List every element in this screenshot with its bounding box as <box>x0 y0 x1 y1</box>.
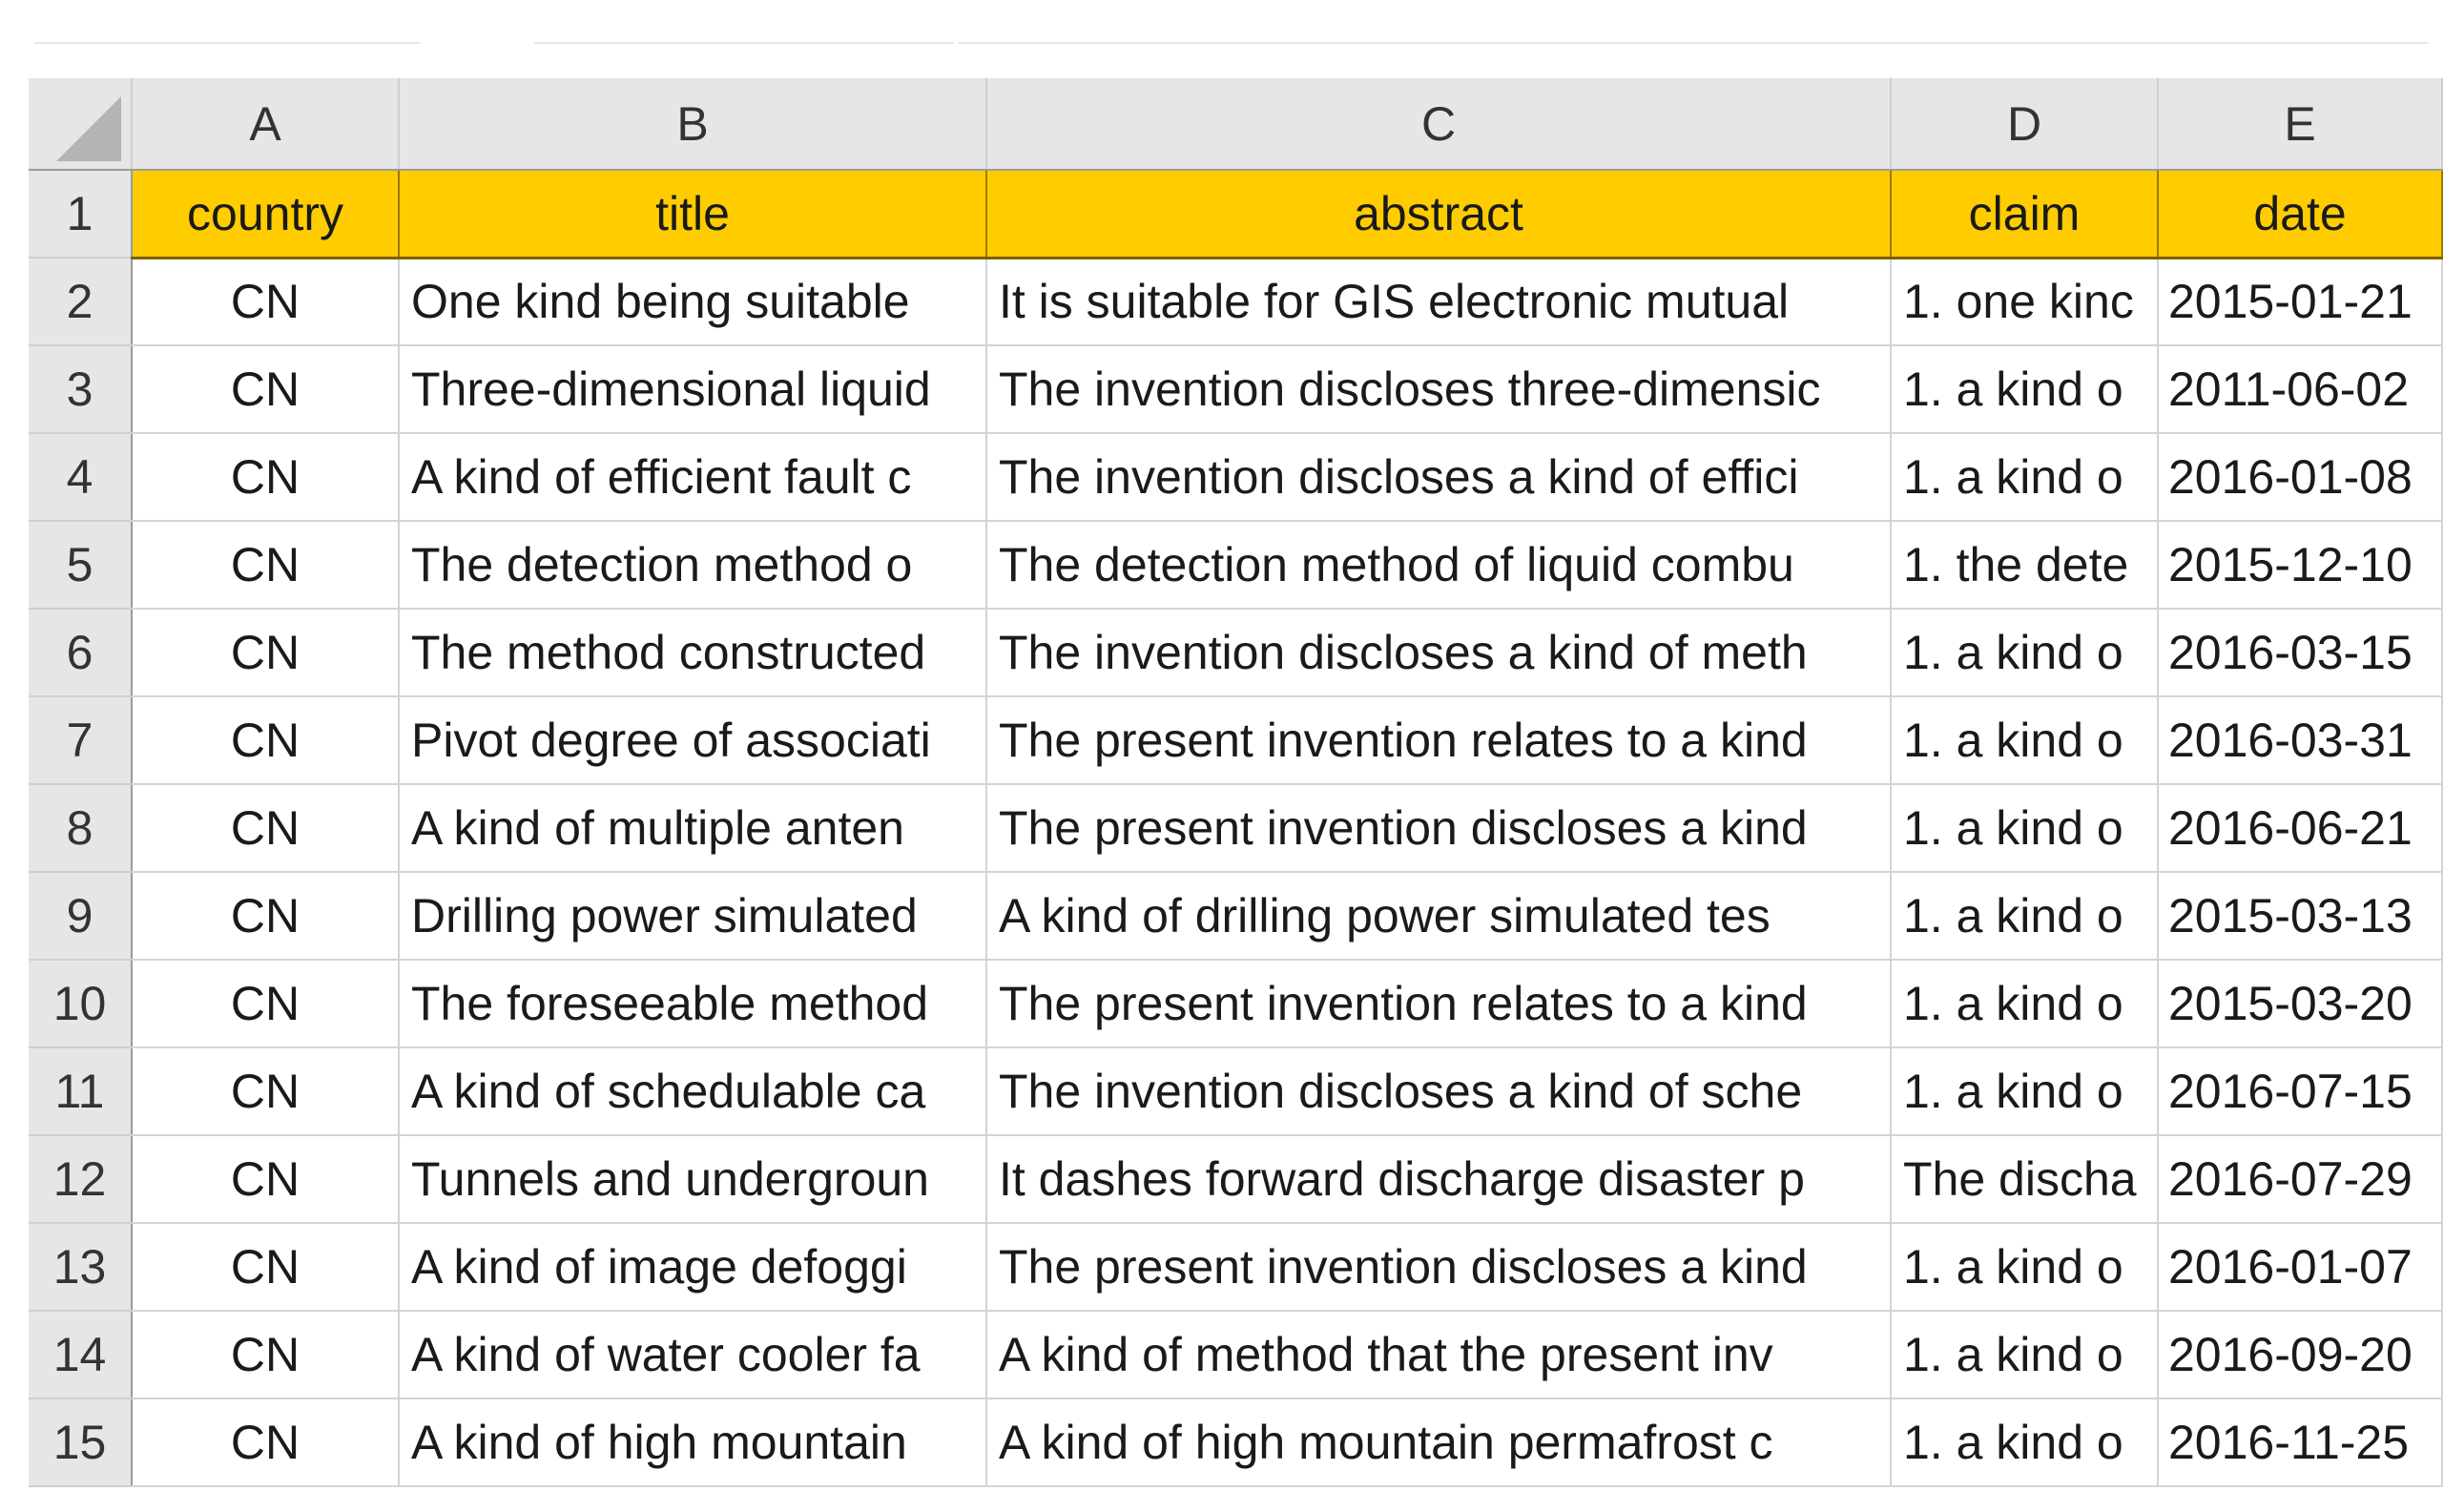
cell-country[interactable]: CN <box>132 696 399 784</box>
table-row <box>29 1135 2442 1223</box>
cell-claim[interactable]: 1. a kind o <box>1891 784 2158 872</box>
table-row <box>29 784 2442 872</box>
column-header-b[interactable]: B <box>399 78 986 170</box>
cell-date-header[interactable]: date <box>2158 170 2442 258</box>
cell-abstract[interactable]: A kind of drilling power simulated tes <box>986 872 1891 960</box>
cell-abstract[interactable]: The invention discloses a kind of effici <box>986 433 1891 521</box>
tab-divider <box>34 42 420 44</box>
cell-claim-header[interactable]: claim <box>1891 170 2158 258</box>
cell-country[interactable]: CN <box>132 345 399 433</box>
cell-date[interactable]: 2016-11-25 <box>2158 1398 2442 1486</box>
cell-abstract-header[interactable]: abstract <box>986 170 1891 258</box>
cell-abstract[interactable]: The invention discloses a kind of sche <box>986 1047 1891 1135</box>
cell-country[interactable]: CN <box>132 1135 399 1223</box>
row-header[interactable]: 7 <box>29 696 132 784</box>
column-header-row <box>29 78 2442 170</box>
row-header[interactable]: 9 <box>29 872 132 960</box>
row-header[interactable]: 13 <box>29 1223 132 1311</box>
row-header[interactable]: 4 <box>29 433 132 521</box>
row-header[interactable]: 3 <box>29 345 132 433</box>
cell-date[interactable]: 2016-01-07 <box>2158 1223 2442 1311</box>
table-row <box>29 433 2442 521</box>
cell-date[interactable]: 2016-01-08 <box>2158 433 2442 521</box>
cell-claim[interactable]: 1. a kind o <box>1891 1398 2158 1486</box>
cell-date[interactable]: 2011-06-02 <box>2158 345 2442 433</box>
column-header-a[interactable]: A <box>132 78 399 170</box>
cell-date[interactable]: 2015-03-20 <box>2158 960 2442 1047</box>
row-header[interactable]: 8 <box>29 784 132 872</box>
row-header[interactable]: 12 <box>29 1135 132 1223</box>
cell-claim[interactable]: 1. one kinc <box>1891 258 2158 345</box>
cell-title[interactable]: The detection method o <box>399 521 986 609</box>
column-header-c[interactable]: C <box>986 78 1891 170</box>
cell-abstract[interactable]: The detection method of liquid combu <box>986 521 1891 609</box>
cell-title[interactable]: Three-dimensional liquid <box>399 345 986 433</box>
cell-title[interactable]: A kind of water cooler fa <box>399 1311 986 1398</box>
row-header[interactable]: 6 <box>29 609 132 696</box>
cell-date[interactable]: 2016-03-31 <box>2158 696 2442 784</box>
cell-title[interactable]: The foreseeable method <box>399 960 986 1047</box>
column-header-d[interactable]: D <box>1891 78 2158 170</box>
cell-date[interactable]: 2016-07-29 <box>2158 1135 2442 1223</box>
cell-country[interactable]: CN <box>132 872 399 960</box>
cell-country[interactable]: CN <box>132 609 399 696</box>
cell-date[interactable]: 2016-03-15 <box>2158 609 2442 696</box>
cell-claim[interactable]: 1. a kind o <box>1891 345 2158 433</box>
cell-title[interactable]: A kind of image defoggi <box>399 1223 986 1311</box>
cell-claim[interactable]: 1. a kind o <box>1891 960 2158 1047</box>
cell-claim[interactable]: 1. a kind o <box>1891 609 2158 696</box>
cell-claim[interactable]: 1. the dete <box>1891 521 2158 609</box>
row-header[interactable]: 2 <box>29 258 132 345</box>
table-row <box>29 1047 2442 1135</box>
table-row <box>29 1311 2442 1398</box>
cell-country[interactable]: CN <box>132 1223 399 1311</box>
cell-abstract[interactable]: A kind of method that the present inv <box>986 1311 1891 1398</box>
cell-country[interactable]: CN <box>132 1047 399 1135</box>
cell-abstract[interactable]: The invention discloses three-dimensic <box>986 345 1891 433</box>
row-header[interactable]: 15 <box>29 1398 132 1486</box>
tab-divider <box>534 42 954 44</box>
table-row <box>29 345 2442 433</box>
cell-country[interactable]: CN <box>132 960 399 1047</box>
field-header-row <box>29 170 2442 258</box>
row-header[interactable]: 14 <box>29 1311 132 1398</box>
cell-country[interactable]: CN <box>132 258 399 345</box>
cell-title[interactable]: Pivot degree of associati <box>399 696 986 784</box>
cell-claim[interactable]: 1. a kind o <box>1891 433 2158 521</box>
cell-title[interactable]: A kind of efficient fault c <box>399 433 986 521</box>
cell-title-header[interactable]: title <box>399 170 986 258</box>
cell-date[interactable]: 2015-12-10 <box>2158 521 2442 609</box>
cell-claim[interactable]: 1. a kind o <box>1891 872 2158 960</box>
cell-date[interactable]: 2016-09-20 <box>2158 1311 2442 1398</box>
cell-date[interactable]: 2016-06-21 <box>2158 784 2442 872</box>
row-header[interactable]: 5 <box>29 521 132 609</box>
spreadsheet-grid <box>29 78 2443 1487</box>
cell-claim[interactable]: The discha <box>1891 1135 2158 1223</box>
column-header-e[interactable]: E <box>2158 78 2442 170</box>
select-all-icon <box>56 96 121 161</box>
row-header-1[interactable]: 1 <box>29 170 132 258</box>
cell-date[interactable]: 2016-07-15 <box>2158 1047 2442 1135</box>
table-row <box>29 960 2442 1047</box>
cell-abstract[interactable]: A kind of high mountain permafrost c <box>986 1398 1891 1486</box>
cell-title[interactable]: A kind of multiple anten <box>399 784 986 872</box>
cell-title[interactable]: One kind being suitable <box>399 258 986 345</box>
cell-title[interactable]: Drilling power simulated <box>399 872 986 960</box>
cell-claim[interactable]: 1. a kind o <box>1891 1223 2158 1311</box>
table-row <box>29 1398 2442 1486</box>
cell-title[interactable]: Tunnels and undergroun <box>399 1135 986 1223</box>
row-header[interactable]: 11 <box>29 1047 132 1135</box>
cell-country[interactable]: CN <box>132 433 399 521</box>
cell-title[interactable]: A kind of schedulable ca <box>399 1047 986 1135</box>
row-header[interactable]: 10 <box>29 960 132 1047</box>
table-row <box>29 521 2442 609</box>
cell-country[interactable]: CN <box>132 1311 399 1398</box>
tab-divider <box>959 42 2428 44</box>
table-row <box>29 609 2442 696</box>
cell-title[interactable]: The method constructed <box>399 609 986 696</box>
cell-abstract[interactable]: The present invention relates to a kind <box>986 960 1891 1047</box>
cell-abstract[interactable]: The invention discloses a kind of meth <box>986 609 1891 696</box>
cell-claim[interactable]: 1. a kind o <box>1891 696 2158 784</box>
select-all-button[interactable] <box>29 78 132 170</box>
cell-country[interactable]: CN <box>132 521 399 609</box>
table-row <box>29 1223 2442 1311</box>
cell-country[interactable]: CN <box>132 784 399 872</box>
cell-date[interactable]: 2015-03-13 <box>2158 872 2442 960</box>
cell-abstract[interactable]: It dashes forward discharge disaster p <box>986 1135 1891 1223</box>
cell-abstract[interactable]: The present invention discloses a kind <box>986 784 1891 872</box>
cell-abstract[interactable]: The present invention relates to a kind <box>986 696 1891 784</box>
table-row <box>29 872 2442 960</box>
table-row <box>29 696 2442 784</box>
table-row <box>29 258 2442 345</box>
cell-title[interactable]: A kind of high mountain <box>399 1398 986 1486</box>
cell-country-header[interactable]: country <box>132 170 399 258</box>
cell-abstract[interactable]: It is suitable for GIS electronic mutual <box>986 258 1891 345</box>
cell-date[interactable]: 2015-01-21 <box>2158 258 2442 345</box>
cell-claim[interactable]: 1. a kind o <box>1891 1047 2158 1135</box>
top-strip <box>0 0 2444 42</box>
cell-claim[interactable]: 1. a kind o <box>1891 1311 2158 1398</box>
cell-country[interactable]: CN <box>132 1398 399 1486</box>
cell-abstract[interactable]: The present invention discloses a kind <box>986 1223 1891 1311</box>
